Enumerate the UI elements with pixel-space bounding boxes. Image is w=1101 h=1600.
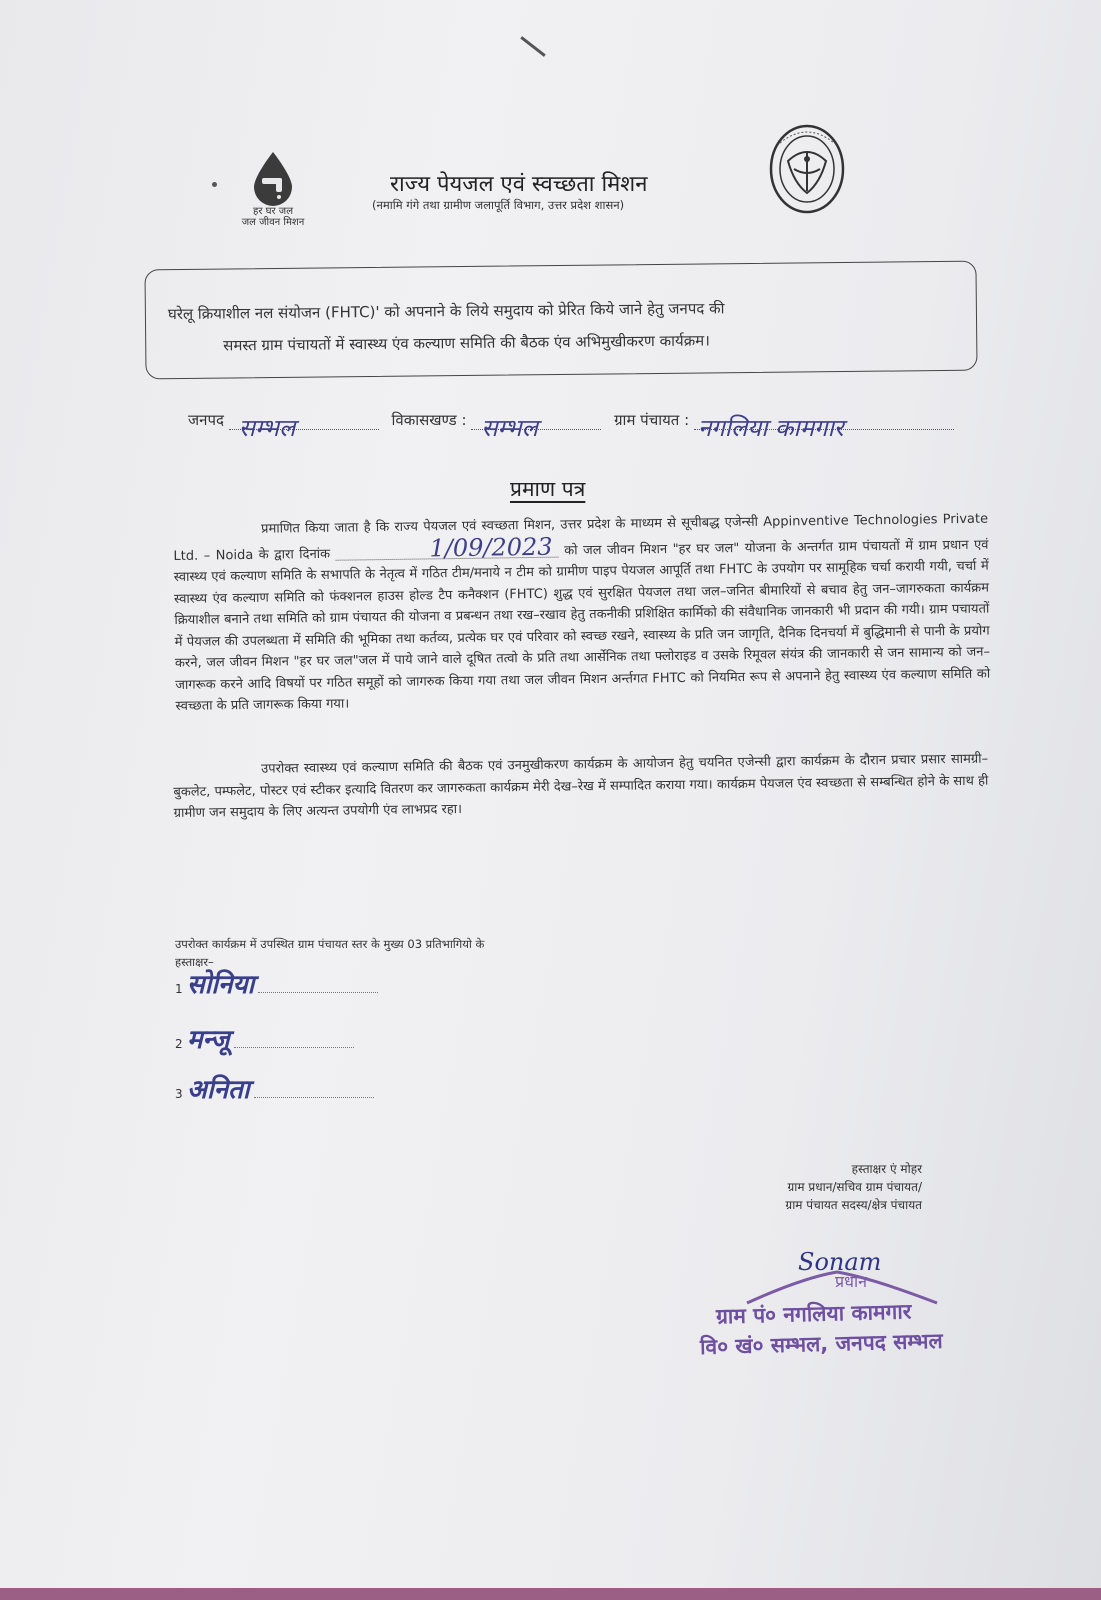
panchayat-value: नगलिया कामगार (697, 414, 844, 442)
block-label: विकासखण्ड : (391, 411, 467, 429)
logo-caption-1: हर घर जल (253, 206, 293, 217)
signature-dotted-line (258, 992, 378, 993)
mission-title: राज्य पेयजल एवं स्वच्छता मिशन (390, 172, 648, 197)
logo-caption-2: जल जीवन मिशन (241, 217, 305, 228)
participant-name: अनिता (187, 1075, 250, 1105)
block-value: सम्भल (481, 414, 538, 442)
district-value: सम्भल (238, 414, 296, 442)
participant-name: सोनिया (187, 970, 255, 1000)
state-seal-icon (768, 123, 846, 215)
subject-line-2: समस्त ग्राम पंचायतों में स्वास्थ्य एंव कल्याण समिति की बैठक एंव अभिमुखीकरण कार्यक्रम। (223, 331, 710, 355)
mission-subtitle: (नमामि गंगे तथा ग्रामीण जलापूर्ति विभाग, उत्तर प्रदेश शासन) (372, 198, 625, 212)
district-field (229, 411, 379, 442)
stamp-title: प्रधान (835, 1272, 867, 1291)
participants-intro-text: उपरोक्त कार्यक्रम में उपस्थित ग्राम पंचायत स्तर के मुख्य 03 प्रतिभागियो के (175, 937, 485, 951)
location-line (188, 410, 954, 442)
panchayat-label: ग्राम पंचायत : (614, 411, 690, 429)
signature-dotted-line (254, 1097, 374, 1098)
participant-signature-2 (175, 1020, 354, 1056)
certificate-paragraph-2: उपरोक्त स्वास्थ्य एवं कल्याण समिति की बैठक एवं उनमुखीकरण कार्यक्रम के आयोजन हेतु चयनित एजेन्सी द्वारा कार्यक्रम के दौरान प्रचार प्रसार सामग्री–बुकलेट, पम्फलेट, पोस्टर एवं स्टीकर इत्यादि वितरण कर जागरुकता कार्यक्रम मेरी देख–रेख में सम्पादित कराया गया। कार्यक्रम पेयजल एंव स्वच्छता से सम्बन्धित होने के साथ ही ग्रामीण जन समुदाय के लिए अत्यन्त उपयोगी एंव लाभप्रद रहा। (173, 751, 989, 821)
district-label: जनपद (188, 411, 224, 429)
participant-number: 1 (175, 982, 183, 996)
participant-signature-3 (175, 1070, 374, 1106)
panchayat-field (694, 411, 954, 442)
signatory-block (722, 1160, 922, 1214)
participant-name: मन्जू (187, 1025, 230, 1055)
background-surface (0, 1588, 1101, 1600)
subject-box (144, 261, 977, 380)
pen-mark (520, 36, 545, 57)
signatory-line-2: ग्राम प्रधान/सचिव ग्राम पंचायत/ (787, 1180, 922, 1194)
stamp-line-2: वि० खं० सम्भल, जनपद सम्भल (699, 1328, 943, 1360)
subject-line-1: घरेलू क्रियाशील नल संयोजन (FHTC)' को अपनाने के लिये समुदाय को प्रेरित किये जाने हेतु जनपद की (167, 299, 725, 324)
para1-after-date: को जल जीवन मिशन "हर घर जल" योजना के अन्तर्गत ग्राम पंचायतों में ग्राम प्रधान एवं स्वास्थ्य एवं कल्याण समिति के सभापति के नेतृत्व में गठित टीम/मनाये न टीम को ग्रामीण पाइप पेयजल आपूर्ति तथा FHTC के उपयोग पर सामूहिक चर्चा करायी गयी, चर्चा में स्वास्थ्य एंव कल्याण समिति को फंक्शनल हाउस होल्ड टैप कनैक्शन (FHTC) शुद्ध एवं सुरक्षित पेयजल तथा जल–जनित बीमारियों से बचाव हेतु जन–जागरुकता कार्यक्रम क्रियाशील बनाने तथा समिति को ग्राम पंचायत की योजना व प्रबन्धन तथा रख–रखाव हेतु तकनीकी प्रशिक्षित कार्मिको की संवैधानिक जानकारी भी प्रदान की गयी। ग्राम पचायतों में पेयजल की उपलब्धता में समिति की भूमिका तथा कर्तव्य, प्रत्येक घर एवं परिवार को स्वच्छ रखने, स्वास्थ्य के प्रति जन जागृति, दैनिक दिनचर्या में बुद्धिमानी से पानी के प्रयोग करने, जल जीवन मिशन "हर घर जल"जल में पाये जाने वाले दूषित तत्वो के प्रति तथा आर्सेनिक तथा फ्लोराइड व उसके रिमूवल संयंत्र की जानकारी से जन सामान्य को जन–जागरूक करने आदि विषयों पर गठित समूहों को जागरुक किया गया तथा जल जीवन मिशन अर्न्तगत FHTC को नियमित रूप से अपनाने हेतु स्वास्थ्य एंव कल्याण समिति को स्वच्छता के प्रति जागरूक किया गया। (173, 537, 991, 714)
signature-dotted-line (234, 1047, 354, 1048)
certificate-paragraph-1 (173, 509, 991, 718)
water-drop-icon (250, 150, 296, 206)
signatory-line-1: हस्ताक्षर एं मोहर (851, 1162, 922, 1176)
stamp-line-1: ग्राम पं० नगलिया कामगार (715, 1299, 912, 1329)
participant-number: 3 (175, 1087, 183, 1101)
signatory-line-3: ग्राम पंचायत सदस्य/क्षेत्र पंचायत (785, 1198, 922, 1212)
up-government-emblem (768, 123, 846, 219)
participants-label: हस्ताक्षर– (175, 955, 214, 969)
certificate-title: प्रमाण पत्र (510, 477, 586, 501)
participant-number: 2 (175, 1037, 183, 1051)
dot-mark (212, 182, 217, 187)
block-field (471, 411, 601, 442)
program-date: 1/09/2023 (335, 536, 558, 560)
participant-signature-1 (175, 965, 378, 1001)
pradhan-signature: Sonam (798, 1248, 882, 1276)
har-ghar-jal-logo (218, 150, 328, 228)
para1-before-date: प्रमाणित किया जाता है कि राज्य पेयजल एवं स्वच्छता मिशन, उत्तर प्रदेश के माध्यम से सूचीबद्ध एजेन्सी Appinventive Technologies Private Ltd. – Noida के द्वारा दिनांक (173, 511, 989, 564)
